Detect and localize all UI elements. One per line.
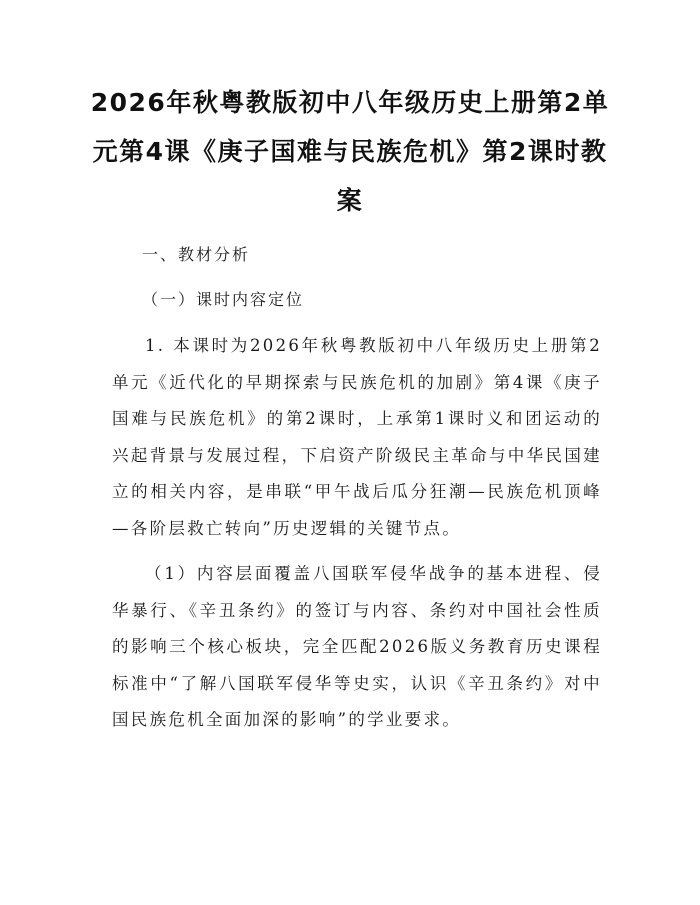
paragraph-course-position: 1. 本课时为2026年秋粤教版初中八年级历史上册第2单元《近代化的早期探索与民族危机的加剧》第4课《庚子国难与民族危机》的第2课时，上承第1课时义和团运动的兴起背景与发展过程，下启资产阶级民主革命与中华民国建立的相关内容，是串联“甲午战后瓜分狂潮—民族危机顶峰—各阶层救亡转向”历史逻辑的关键节点。 xyxy=(112,336,602,538)
document-title: 2026年秋粤教版初中八年级历史上册第2单元第4课《庚子国难与民族危机》第2课时教案 xyxy=(90,88,610,215)
section-heading: 一、教材分析 xyxy=(142,245,251,264)
paragraph-content-scope: （1）内容层面覆盖八国联军侵华战争的基本进程、侵华暴行、《辛丑条约》的签订与内容、条约对中国社会性质的影响三个核心板块，完全匹配2026版义务教育历史课程标准中“了解八国联军侵华等史实，认识《辛丑条约》对中国民族危机全面加深的影响”的学业要求。 xyxy=(112,564,602,729)
subsection-heading: （一）课时内容定位 xyxy=(142,290,305,309)
